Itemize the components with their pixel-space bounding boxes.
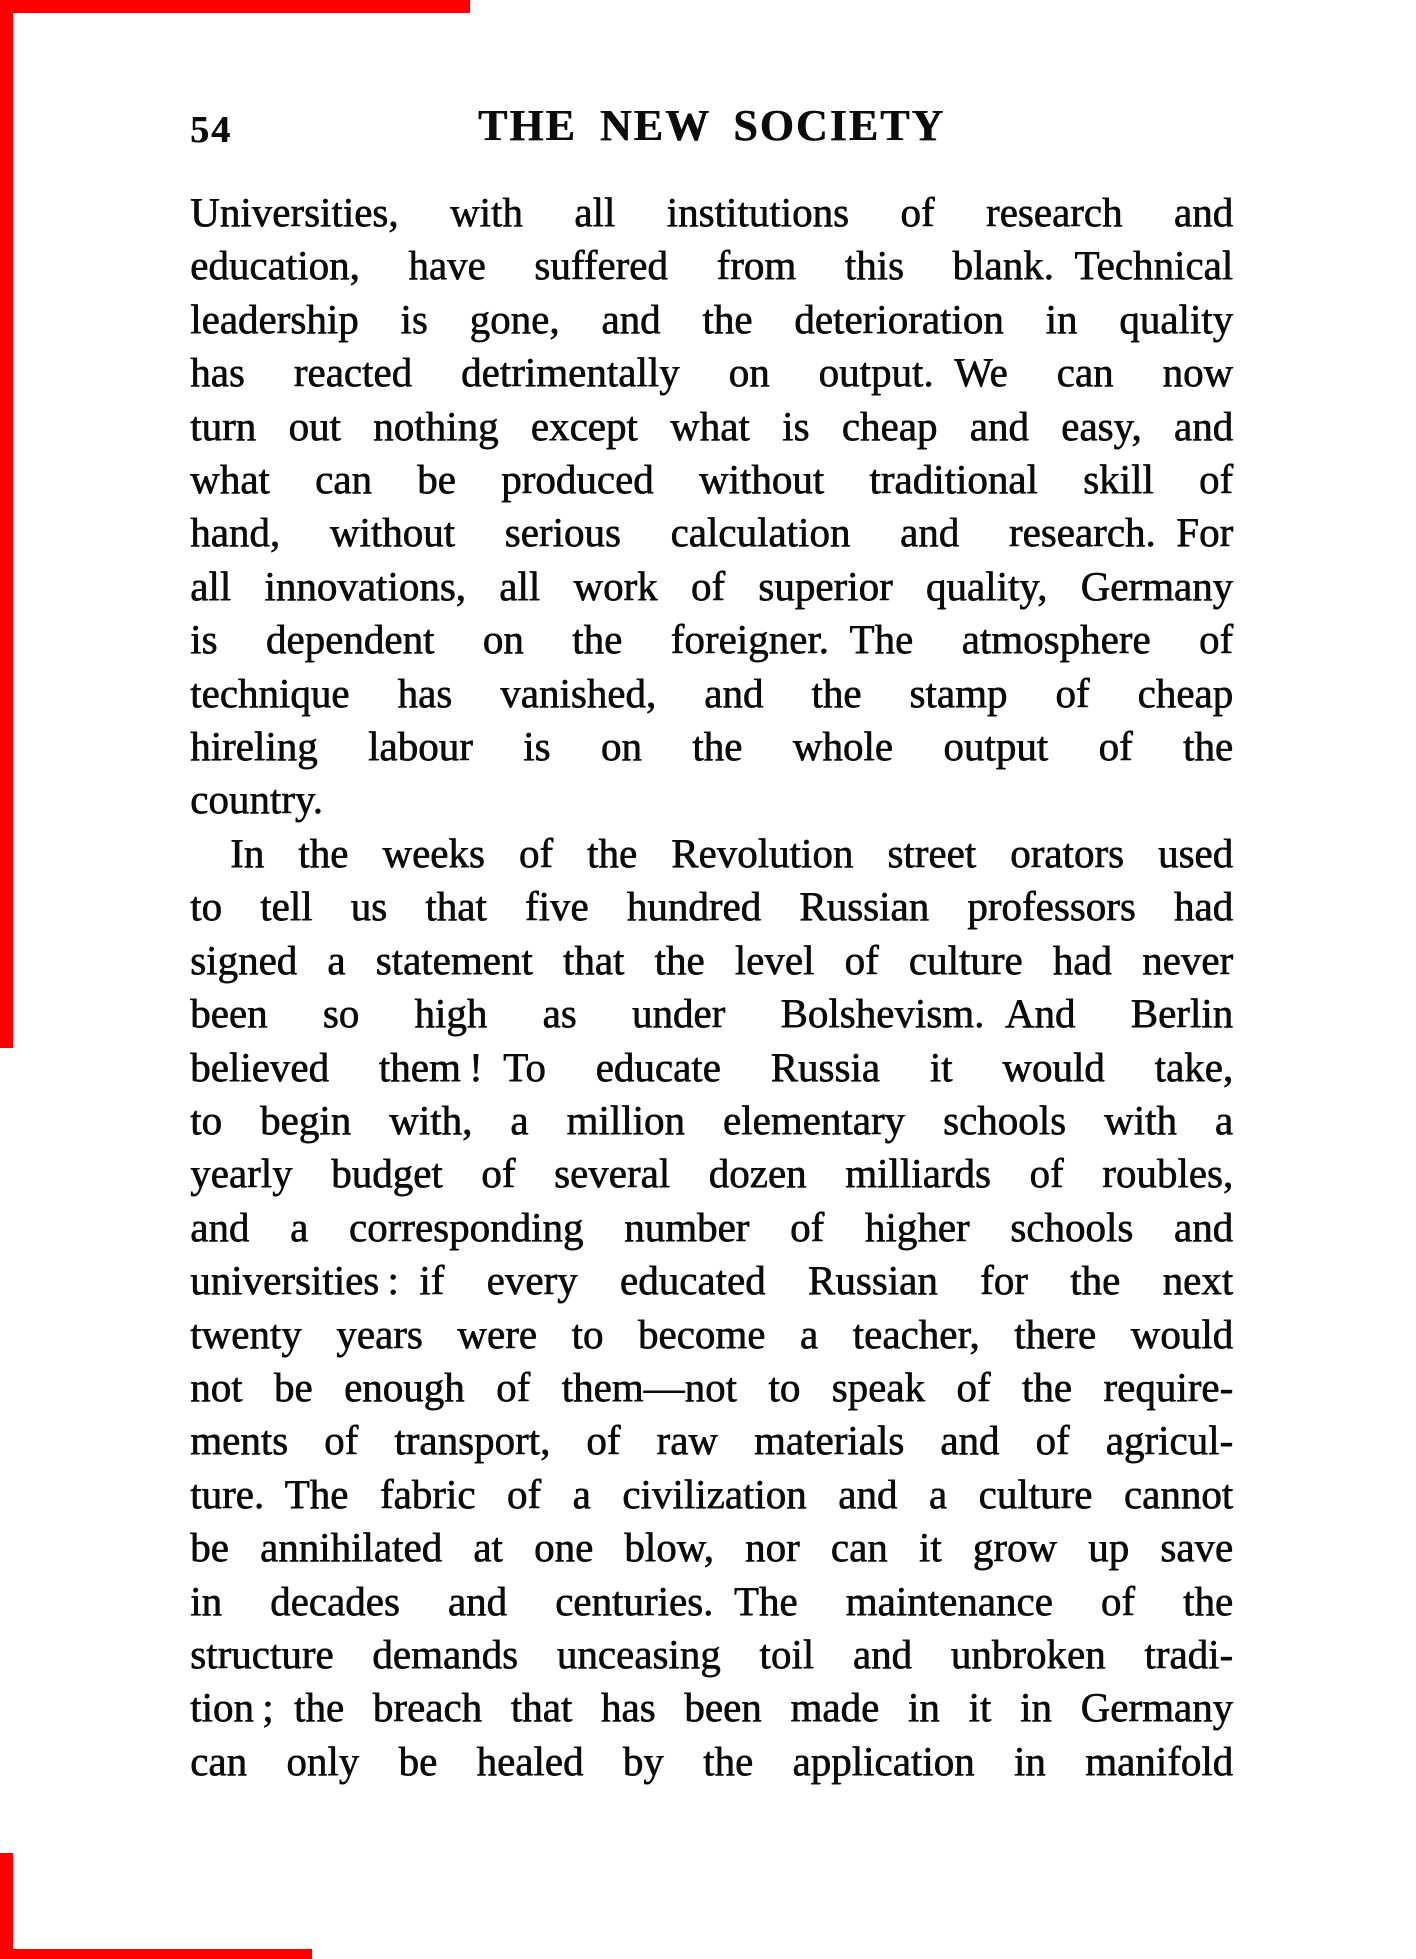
scan-edge-mark-bottom [0, 1949, 312, 1959]
scan-edge-mark-bottom-left [0, 1853, 13, 1959]
body-text-block [190, 186, 1233, 1788]
text-line: ture. The fabric of a civilization and a culture cannot [190, 1470, 1233, 1517]
text-line: leadership is gone, and the deterioration in quality [190, 295, 1233, 342]
scan-edge-mark-left [0, 0, 13, 1048]
text-line: not be enough of them—not to speak of the require- [190, 1363, 1233, 1410]
text-line: hand, without serious calculation and research. For [190, 509, 1233, 556]
text-line: believed them ! To educate Russia it would take, [190, 1043, 1233, 1090]
page-number: 54 [190, 109, 232, 151]
text-line: and a corresponding number of higher schools and [190, 1203, 1233, 1250]
text-line: can only be healed by the application in manifold [190, 1737, 1233, 1784]
text-line: tion ; the breach that has been made in it in Germany [190, 1684, 1233, 1731]
text-line: education, have suffered from this blank. Technical [190, 242, 1233, 289]
text-line: to begin with, a million elementary schools with a [190, 1096, 1233, 1143]
text-line: structure demands unceasing toil and unbroken tradi- [190, 1630, 1233, 1677]
text-line: hireling labour is on the whole output of the [190, 723, 1233, 770]
text-line: is dependent on the foreigner. The atmosphere of [190, 616, 1233, 663]
text-line: been so high as under Bolshevism. And Berlin [190, 990, 1233, 1037]
running-head [190, 100, 1233, 150]
text-line: Universities, with all institutions of research and [190, 189, 1233, 235]
text-line: has reacted detrimentally on output. We can now [190, 349, 1233, 396]
text-line: in decades and centuries. The maintenance of the [190, 1577, 1233, 1624]
text-line: technique has vanished, and the stamp of cheap [190, 669, 1233, 716]
text-line: all innovations, all work of superior quality, Germany [190, 562, 1233, 609]
text-line-paragraph-start: In the weeks of the Revolution street orators used [230, 829, 1233, 876]
text-line: be annihilated at one blow, nor can it grow up save [190, 1524, 1233, 1571]
text-line: ments of transport, of raw materials and of agricul- [190, 1417, 1233, 1464]
text-line-paragraph-end: country. [190, 776, 323, 823]
text-line: signed a statement that the level of culture had never [190, 936, 1233, 983]
running-title: THE NEW SOCIETY [477, 101, 946, 150]
text-line: turn out nothing except what is cheap and easy, and [190, 402, 1233, 449]
text-line: what can be produced without traditional skill of [190, 456, 1233, 503]
text-line: universities : if every educated Russian for the next [190, 1257, 1233, 1304]
text-line: twenty years were to become a teacher, there would [190, 1310, 1233, 1357]
scan-edge-mark-top [0, 0, 470, 13]
text-line: yearly budget of several dozen milliards of roubles, [190, 1150, 1233, 1197]
text-line: to tell us that five hundred Russian professors had [190, 883, 1233, 930]
